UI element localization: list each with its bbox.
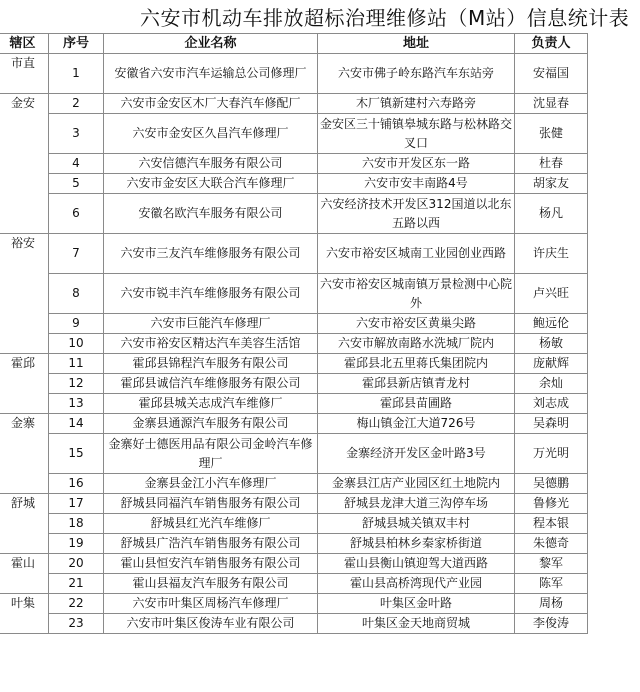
table-row [0,554,588,574]
address-cell: 六安经济技术开发区312国道以北东五路以西 [318,194,515,234]
address-cell: 六安市解放南路水洗城厂院内 [318,334,515,354]
address-cell: 木厂镇新建村六寿路旁 [318,94,515,114]
table-row [0,494,588,514]
address-cell: 霍邱县苗圃路 [318,394,515,414]
row-number-cell: 17 [49,494,104,514]
row-number-cell: 19 [49,534,104,554]
person-in-charge-cell: 余灿 [515,374,588,394]
table-row [0,574,588,594]
district-cell: 霍邱 [0,354,49,414]
address-cell: 金安区三十铺镇皋城东路与松林路交叉口 [318,114,515,154]
table-row [0,94,588,114]
company-name-cell: 六安信德汽车服务有限公司 [104,154,318,174]
table-row [0,114,588,154]
person-in-charge-cell: 安福国 [515,54,588,94]
company-name-cell: 六安市叶集区俊涛车业有限公司 [104,614,318,634]
person-in-charge-cell: 沈显春 [515,94,588,114]
row-number-cell: 1 [49,54,104,94]
company-name-cell: 金寨县金江小汽车修理厂 [104,474,318,494]
row-number-cell: 10 [49,334,104,354]
person-in-charge-cell: 鲁修光 [515,494,588,514]
person-in-charge-cell: 庞献辉 [515,354,588,374]
district-cell: 金寨 [0,414,49,494]
address-cell: 霍邱县北五里蒋氏集团院内 [318,354,515,374]
table-row [0,434,588,474]
row-number-cell: 2 [49,94,104,114]
address-cell: 六安市裕安区黄巢尖路 [318,314,515,334]
table-row [0,274,588,314]
table-row [0,514,588,534]
company-name-cell: 金寨好士德医用品有限公司金岭汽车修理厂 [104,434,318,474]
address-cell: 霍山县高桥湾现代产业园 [318,574,515,594]
row-number-cell: 18 [49,514,104,534]
row-number-cell: 5 [49,174,104,194]
table-row [0,594,588,614]
address-cell: 舒城县龙津大道三沟停车场 [318,494,515,514]
company-name-cell: 六安市金安区久昌汽车修理厂 [104,114,318,154]
header-company-name: 企业名称 [104,34,318,54]
row-number-cell: 21 [49,574,104,594]
address-cell: 金寨县江店产业园区红土地院内 [318,474,515,494]
person-in-charge-cell: 陈军 [515,574,588,594]
person-in-charge-cell: 鲍远伦 [515,314,588,334]
district-cell: 裕安 [0,234,49,354]
address-cell: 叶集区金天地商贸城 [318,614,515,634]
address-cell: 霍山县衡山镇迎驾大道西路 [318,554,515,574]
person-in-charge-cell: 刘志成 [515,394,588,414]
table-row [0,194,588,234]
table-row [0,394,588,414]
company-name-cell: 舒城县红光汽车维修厂 [104,514,318,534]
company-name-cell: 霍邱县锦程汽车服务有限公司 [104,354,318,374]
address-cell: 六安市裕安区城南镇万景检测中心院外 [318,274,515,314]
table-row [0,334,588,354]
person-in-charge-cell: 杨凡 [515,194,588,234]
table-row [0,374,588,394]
row-number-cell: 16 [49,474,104,494]
row-number-cell: 23 [49,614,104,634]
person-in-charge-cell: 程本银 [515,514,588,534]
address-cell: 叶集区金叶路 [318,594,515,614]
address-cell: 金寨经济开发区金叶路3号 [318,434,515,474]
table-row [0,314,588,334]
address-cell: 梅山镇金江大道726号 [318,414,515,434]
person-in-charge-cell: 万光明 [515,434,588,474]
company-name-cell: 金寨县通源汽车服务有限公司 [104,414,318,434]
row-number-cell: 7 [49,234,104,274]
header-person-in-charge: 负责人 [515,34,588,54]
address-cell: 六安市安丰南路4号 [318,174,515,194]
address-cell: 六安市裕安区城南工业园创业西路 [318,234,515,274]
company-name-cell: 霍山县福友汽车服务有限公司 [104,574,318,594]
table-row [0,474,588,494]
district-cell: 金安 [0,94,49,234]
company-name-cell: 六安市三友汽车维修服务有限公司 [104,234,318,274]
company-name-cell: 六安市锐丰汽车维修服务有限公司 [104,274,318,314]
address-cell: 霍邱县新店镇青龙村 [318,374,515,394]
address-cell: 舒城县柏林乡秦家桥街道 [318,534,515,554]
page-title: 六安市机动车排放超标治理维修站（M站）信息统计表 [140,6,630,30]
row-number-cell: 11 [49,354,104,374]
person-in-charge-cell: 吴森明 [515,414,588,434]
row-number-cell: 8 [49,274,104,314]
person-in-charge-cell: 吴德鹏 [515,474,588,494]
person-in-charge-cell: 张健 [515,114,588,154]
person-in-charge-cell: 黎军 [515,554,588,574]
person-in-charge-cell: 胡家友 [515,174,588,194]
table-row [0,414,588,434]
address-cell: 舒城县城关镇双丰村 [318,514,515,534]
table-row [0,354,588,374]
district-cell: 舒城 [0,494,49,554]
person-in-charge-cell: 许庆生 [515,234,588,274]
company-name-cell: 霍邱县诚信汽车维修服务有限公司 [104,374,318,394]
table-row [0,614,588,634]
header-number: 序号 [49,34,104,54]
company-name-cell: 六安市裕安区精达汽车美容生活馆 [104,334,318,354]
company-name-cell: 六安市金安区大联合汽车修理厂 [104,174,318,194]
row-number-cell: 20 [49,554,104,574]
district-cell: 叶集 [0,594,49,634]
company-name-cell: 霍邱县城关志成汽车维修厂 [104,394,318,414]
table-row [0,234,588,274]
header-address: 地址 [318,34,515,54]
person-in-charge-cell: 朱德奇 [515,534,588,554]
row-number-cell: 12 [49,374,104,394]
header-row [0,34,588,54]
row-number-cell: 15 [49,434,104,474]
row-number-cell: 3 [49,114,104,154]
row-number-cell: 22 [49,594,104,614]
address-cell: 六安市佛子岭东路汽车东站旁 [318,54,515,94]
company-name-cell: 霍山县恒安汽车销售服务有限公司 [104,554,318,574]
row-number-cell: 14 [49,414,104,434]
header-district: 辖区 [0,34,49,54]
person-in-charge-cell: 杨敏 [515,334,588,354]
company-name-cell: 安徽省六安市汽车运输总公司修理厂 [104,54,318,94]
company-name-cell: 舒城县同福汽车销售服务有限公司 [104,494,318,514]
table-row [0,174,588,194]
person-in-charge-cell: 李俊涛 [515,614,588,634]
company-name-cell: 六安市巨能汽车修理厂 [104,314,318,334]
info-table [0,33,588,634]
row-number-cell: 9 [49,314,104,334]
district-cell: 市直 [0,54,49,94]
person-in-charge-cell: 杜春 [515,154,588,174]
table-row [0,54,588,94]
person-in-charge-cell: 周杨 [515,594,588,614]
company-name-cell: 六安市叶集区周杨汽车修理厂 [104,594,318,614]
table-row [0,154,588,174]
row-number-cell: 6 [49,194,104,234]
table-row [0,534,588,554]
company-name-cell: 舒城县广浩汽车销售服务有限公司 [104,534,318,554]
company-name-cell: 安徽名欧汽车服务有限公司 [104,194,318,234]
person-in-charge-cell: 卢兴旺 [515,274,588,314]
district-cell: 霍山 [0,554,49,594]
company-name-cell: 六安市金安区木厂大春汽车修配厂 [104,94,318,114]
row-number-cell: 13 [49,394,104,414]
row-number-cell: 4 [49,154,104,174]
address-cell: 六安市开发区东一路 [318,154,515,174]
